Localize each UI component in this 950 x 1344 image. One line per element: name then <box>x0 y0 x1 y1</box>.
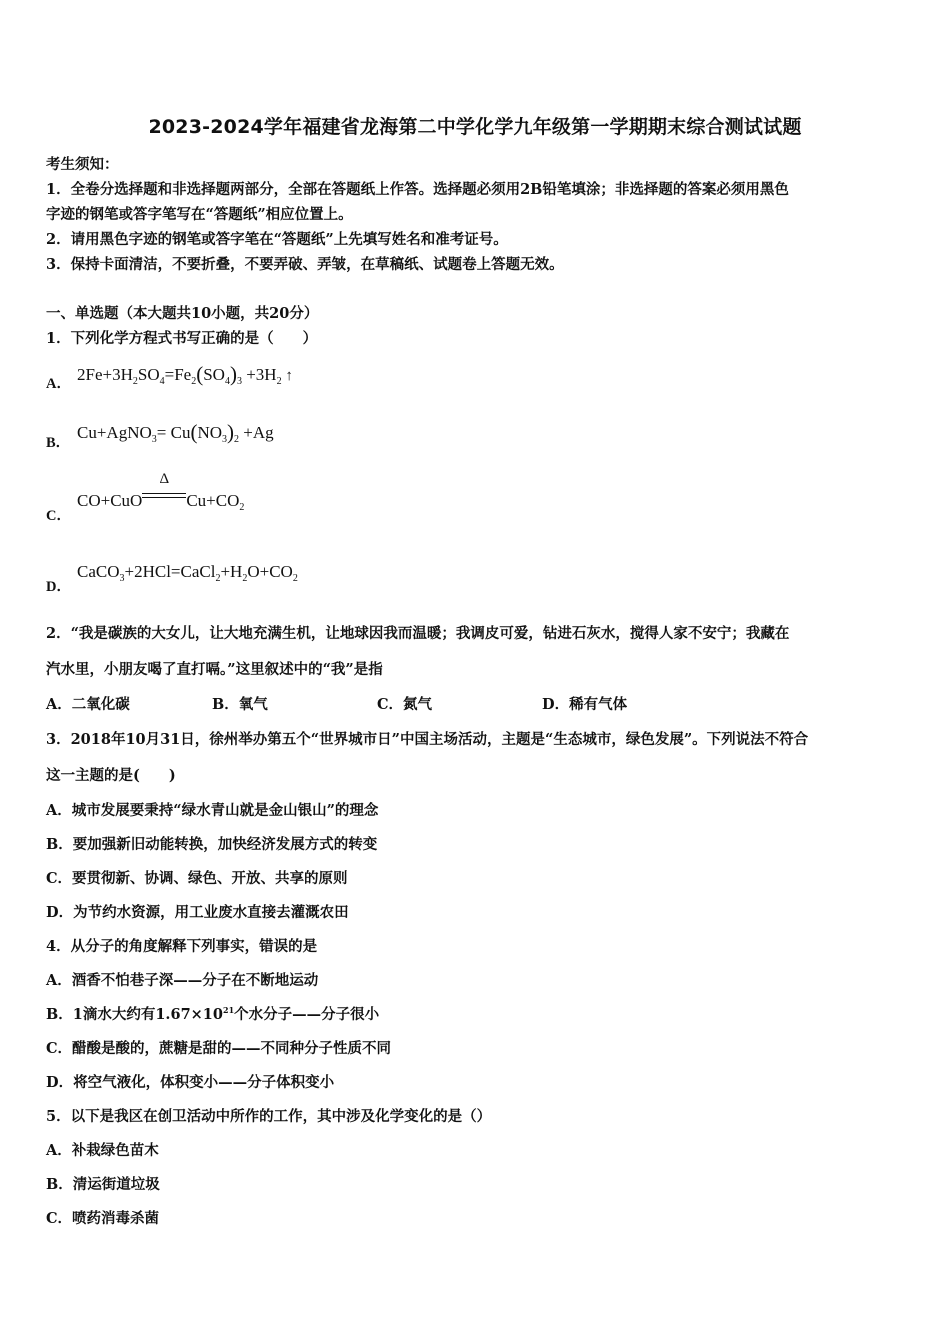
question-1-stem: 1．下列化学方程式书写正确的是（ ） <box>46 330 318 347</box>
option-letter: A． <box>46 376 71 392</box>
q5-option: B．清运街道垃圾 <box>46 1176 160 1193</box>
q4-option: A．酒香不怕巷子深——分子在不断地运动 <box>46 972 319 989</box>
question-4-stem: 4．从分子的角度解释下列事实，错误的是 <box>46 938 318 955</box>
q2-choice-d: D．稀有气体 <box>542 696 628 713</box>
option-letter: D． <box>46 579 71 595</box>
q3-option: A．城市发展要秉持“绿水青山就是金山银山”的理念 <box>46 802 379 819</box>
notice-item: 3．保持卡面清洁，不要折叠，不要弄破、弄皱，在草稿纸、试题卷上答题无效。 <box>46 256 564 273</box>
notice-item: 字迹的钢笔或答字笔写在“答题纸”相应位置上。 <box>46 206 353 223</box>
option-letter: C． <box>46 508 71 524</box>
notice-item: 2．请用黑色字迹的钢笔或答字笔在“答题纸”上先填写姓名和准考证号。 <box>46 231 508 248</box>
q4-option: B．1滴水大约有$1.67\times 10^{21}$个水分子——分子很小 <box>46 1005 380 1023</box>
question-3-stem: 这一主题的是( ) <box>46 767 176 784</box>
question-5-stem: 5．以下是我区在创卫活动中所作的工作，其中涉及化学变化的是（） <box>46 1108 492 1125</box>
option-letter: B． <box>46 435 71 451</box>
question-2-stem: 2．“我是碳族的大女儿，让大地充满生机，让地球因我而温暖；我调皮可爱，钻进石灰水，搅得人家不安宁；我藏在 <box>46 625 790 642</box>
q4-option: C．醋酸是酸的，蔗糖是甜的——不同种分子性质不同 <box>46 1040 392 1057</box>
q2-choice-a: A．二氧化碳 <box>46 696 130 713</box>
q5-option: A．补栽绿色苗木 <box>46 1142 159 1159</box>
notice-heading: 考生须知： <box>46 156 119 173</box>
chemical-equation: Cu+AgNO$_3$= $Cu(NO_3)_2 +Ag$ <box>77 420 274 445</box>
page-title: 2023-2024学年福建省龙海第二中学化学九年级第一学期期末综合测试试题 <box>148 116 802 138</box>
q2-choice-b: B．氧气 <box>212 696 268 713</box>
question-2-stem: 汽水里，小朋友喝了直打嗝。”这里叙述中的“我”是指 <box>46 661 383 678</box>
q3-option: B．要加强新旧动能转换，加快经济发展方式的转变 <box>46 836 378 853</box>
gas-arrow-icon: ↑ <box>281 368 293 384</box>
heating-condition-sign <box>142 471 186 504</box>
delta-icon: Δ <box>159 471 170 487</box>
q5-option: C．喷药消毒杀菌 <box>46 1210 160 1227</box>
chemical-equation: $2Fe+3H_2SO_4=Fe_2(SO_4)_3 +3H_2$ ↑ <box>77 362 293 387</box>
q3-option: C．要贯彻新、协调、绿色、开放、共享的原则 <box>46 870 348 887</box>
section-heading: 一、单选题（本大题共10小题，共20分） <box>46 305 319 322</box>
q2-choice-c: C．氮气 <box>377 696 433 713</box>
question-3-stem: 3．2018年10月31日，徐州举办第五个“世界城市日”中国主场活动，主题是“生态城市，绿色发展”。下列说法不符合 <box>46 731 809 748</box>
q4-option: D．将空气液化，体积变小——分子体积变小 <box>46 1074 335 1091</box>
chemical-equation: $CaCO_3+2HCl=CaCl_2+H_2O+CO_2$ <box>77 562 298 584</box>
q3-option: D．为节约水资源，用工业废水直接去灌溉农田 <box>46 904 349 921</box>
chemical-equation: CO+CuO Δ $Cu+CO_2$ <box>77 471 245 513</box>
notice-item: 1．全卷分选择题和非选择题两部分，全部在答题纸上作答。选择题必须用2B铅笔填涂；非选择题的答案必须用黑色 <box>46 181 789 198</box>
